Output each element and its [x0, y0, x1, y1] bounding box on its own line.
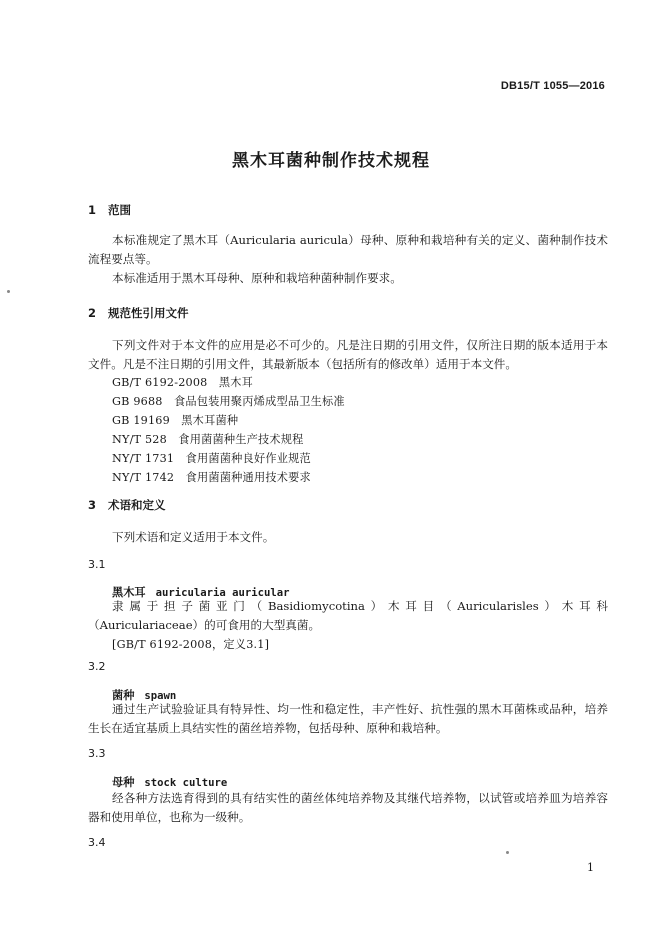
- term-english: stock culture: [144, 777, 228, 789]
- term-chinese: 黑木耳: [112, 586, 146, 599]
- term-definition: 通过生产试验验证具有特异性、均一性和稳定性，丰产性好、抗性强的黑木耳菌株或品种，培养生长在适宜基质上具结实性的菌丝培养物，包括母种、原种和栽培种。: [88, 702, 608, 735]
- section-3-heading: [88, 497, 166, 513]
- reference-item: NY/T 1731 食用菌菌种良好作业规范: [112, 452, 311, 465]
- term-heading: [112, 774, 227, 790]
- term-english: auricularia auricular: [155, 587, 290, 599]
- scan-speck: [506, 851, 509, 854]
- section-title: 范围: [108, 203, 131, 217]
- document-title: 黑木耳菌种制作技术规程: [232, 151, 430, 171]
- term-number: 3.2: [88, 660, 106, 673]
- reference-item: GB 19169 黑木耳菌种: [112, 414, 239, 427]
- section-1-heading: [88, 202, 131, 218]
- standard-code: DB15/T 1055—2016: [500, 80, 605, 92]
- section-2-intro: 下列文件对于本文件的应用是必不可少的。凡是注日期的引用文件，仅所注日期的版本适用于本文件。凡是不注日期的引用文件，其最新版本（包括所有的修改单）适用于本文件。: [88, 338, 608, 371]
- term-english: spawn: [144, 690, 177, 702]
- scan-speck: [7, 290, 10, 293]
- section-number: 1: [88, 203, 97, 217]
- section-number: 2: [88, 306, 97, 320]
- section-number: 3: [88, 498, 97, 512]
- section-1-paragraph-2: 本标准适用于黑木耳母种、原种和栽培种菌种制作要求。: [112, 271, 402, 285]
- reference-item: GB 9688 食品包装用聚丙烯成型品卫生标准: [112, 395, 345, 408]
- section-3-intro: 下列术语和定义适用于本文件。: [112, 530, 275, 544]
- reference-item: NY/T 528 食用菌菌种生产技术规程: [112, 433, 304, 446]
- term-definition: 隶属于担子菌亚门（Basidiomycotina）木耳目（Auricularisles）木耳科（Auriculariaceae）的可食用的大型真菌。: [88, 599, 608, 632]
- section-1-paragraph-1: 本标准规定了黑木耳（Auricularia auricula）母种、原种和栽培种有关的定义、菌种制作技术流程要点等。: [88, 233, 608, 266]
- term-number: 3.4: [88, 836, 106, 849]
- term-number: 3.1: [88, 558, 106, 571]
- reference-item: GB/T 6192-2008 黑木耳: [112, 376, 254, 389]
- term-source: [GB/T 6192-2008，定义3.1]: [112, 638, 270, 651]
- term-number: 3.3: [88, 747, 106, 760]
- term-chinese: 菌种: [112, 689, 135, 702]
- section-title: 规范性引用文件: [108, 306, 189, 320]
- term-chinese: 母种: [112, 776, 135, 789]
- section-2-heading: [88, 305, 189, 321]
- page-number: 1: [587, 861, 594, 874]
- term-definition: 经各种方法选育得到的具有结实性的菌丝体纯培养物及其继代培养物，以试管或培养皿为培养容器和使用单位，也称为一级种。: [88, 791, 608, 824]
- reference-item: NY/T 1742 食用菌菌种通用技术要求: [112, 471, 311, 484]
- section-title: 术语和定义: [108, 498, 166, 512]
